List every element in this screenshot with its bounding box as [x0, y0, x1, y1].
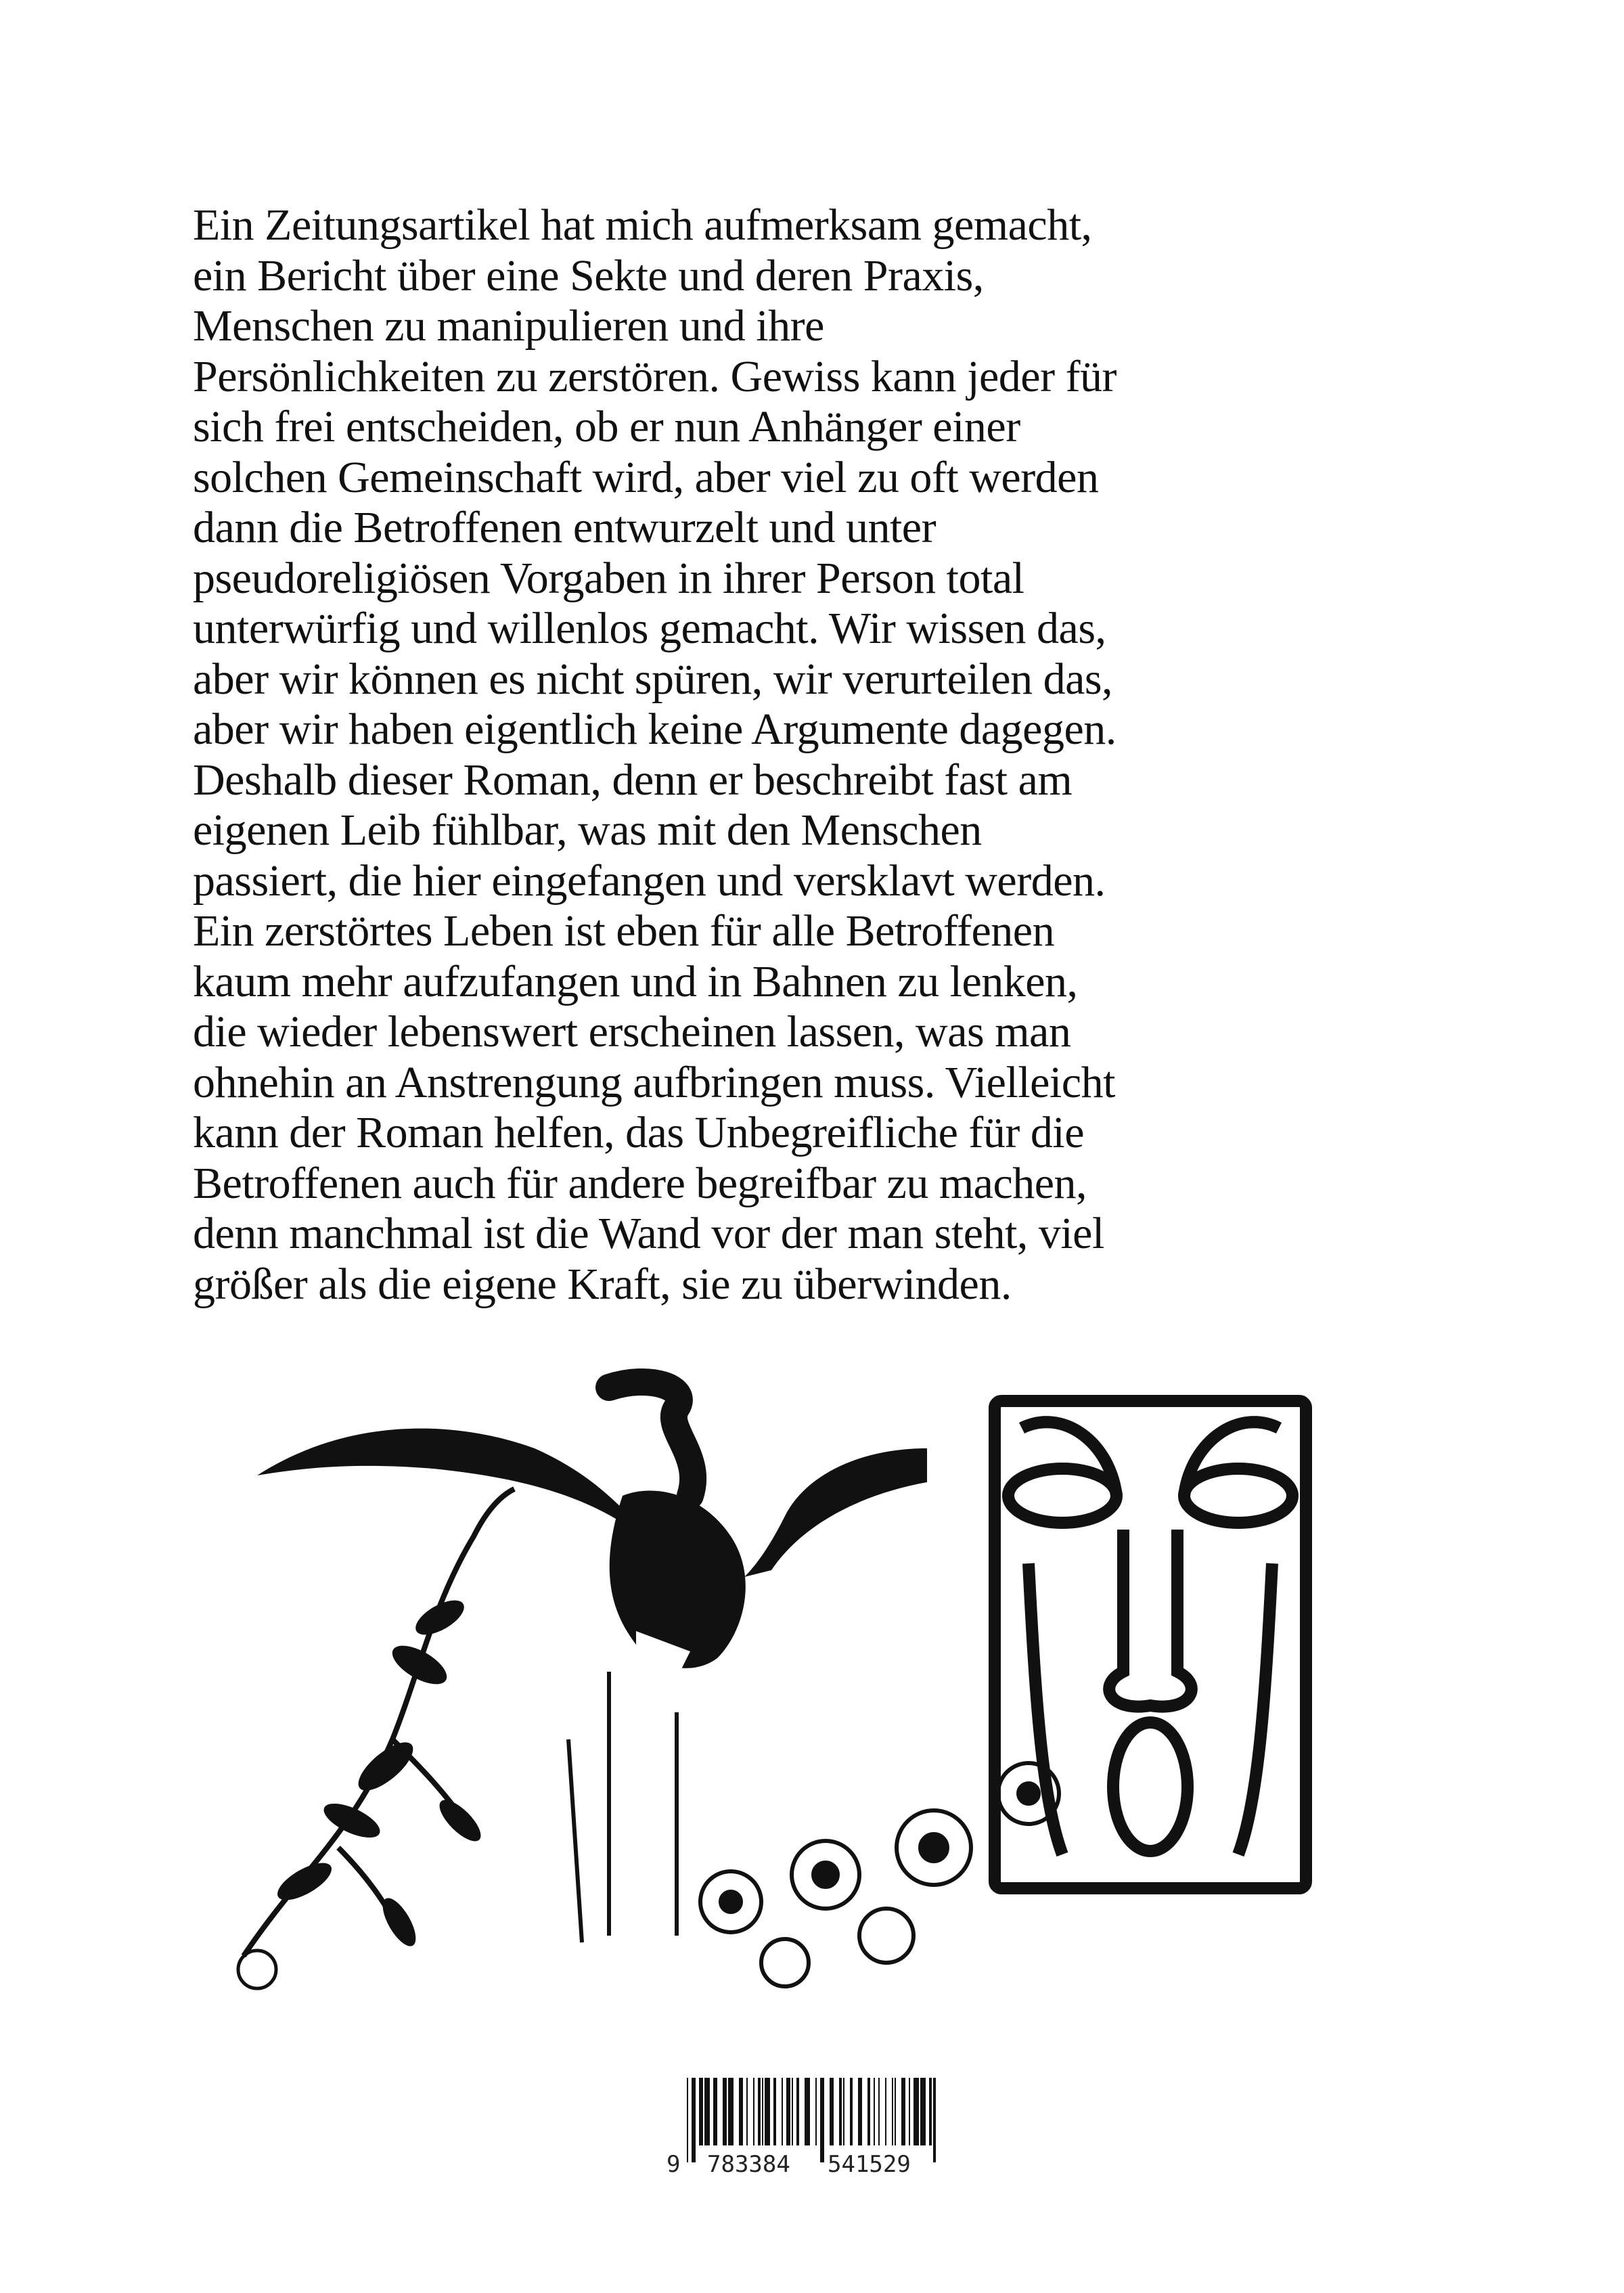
barcode-bar	[920, 2078, 926, 2145]
text-line: kann der Roman helfen, das Unbegreifliche für die	[193, 1108, 1084, 1157]
text-line: Ein zerstörtes Leben ist eben für alle Betroffenen	[193, 906, 1055, 956]
barcode-bar	[687, 2078, 688, 2162]
text-line: pseudoreligiösen Vorgaben in ihrer Person total	[193, 553, 1024, 603]
text-line: aber wir haben eigentlich keine Argumente dagegen.	[193, 705, 1116, 754]
text-line: ohnehin an Anstrengung aufbringen muss. Vielleicht	[193, 1057, 1115, 1107]
barcode-bar	[773, 2078, 776, 2145]
barcode-bar	[739, 2078, 743, 2145]
fern-illustration	[568, 1672, 677, 1942]
text-line: Betroffenen auch für andere begreifbar zu machen,	[193, 1158, 1087, 1208]
barcode-bar	[786, 2078, 790, 2145]
barcode-bar	[850, 2078, 853, 2145]
barcode-bar	[867, 2078, 870, 2145]
barcode-bar	[746, 2078, 748, 2145]
barcode-bar	[858, 2078, 862, 2145]
text-line: passiert, die hier eingefangen und versklavt werden.	[193, 855, 1106, 906]
barcode-bar	[796, 2078, 799, 2145]
text-line: denn manchmal ist die Wand vor der man steht, viel	[193, 1209, 1104, 1258]
barcode-bar	[692, 2078, 696, 2162]
text-line: eigenen Leib fühlbar, was mit den Menschen	[193, 805, 982, 855]
barcode-bar	[713, 2078, 717, 2145]
barcode-bar	[699, 2078, 703, 2145]
barcode-bar	[874, 2078, 875, 2145]
barcode-digit-first: 9	[667, 2151, 681, 2178]
barcode-bar	[830, 2078, 834, 2145]
barcode-bar	[901, 2078, 905, 2145]
barcode-bar	[878, 2078, 880, 2145]
barcode-bar	[805, 2078, 810, 2145]
barcode-bar	[723, 2078, 727, 2145]
barcode-bar	[914, 2078, 919, 2145]
barcode-bar	[909, 2078, 910, 2145]
text-line: Deshalb dieser Roman, denn er beschreibt fast am	[193, 755, 1073, 805]
barcode-bar	[762, 2078, 763, 2145]
barcode-bar	[704, 2078, 710, 2145]
text-line: Ein Zeitungsartikel hat mich aufmerksam gemacht,	[193, 200, 1092, 250]
ornamental-illustration	[217, 1360, 1326, 2017]
isbn-barcode	[667, 2078, 964, 2186]
barcode-bar	[820, 2078, 824, 2162]
text-line: größer als die eigene Kraft, sie zu überwinden.	[193, 1259, 1012, 1309]
blurb-text	[193, 200, 1614, 1310]
text-line: kaum mehr aufzufangen und in Bahnen zu lenken,	[193, 956, 1078, 1006]
barcode-bar	[839, 2078, 842, 2145]
barcode-bar	[892, 2078, 893, 2145]
barcode-bar	[753, 2078, 754, 2145]
barcode-bar	[728, 2078, 734, 2145]
barcode-bar	[843, 2078, 844, 2145]
barcode-digits-left: 783384	[707, 2151, 790, 2178]
barcode-bar	[792, 2078, 793, 2145]
barcode-bar	[758, 2078, 761, 2145]
barcode-bar	[929, 2078, 932, 2145]
flower-garland	[700, 1763, 1059, 1986]
barcode-bar	[765, 2078, 770, 2145]
barcode-digits-right: 541529	[828, 2151, 911, 2178]
barcode-bar	[885, 2078, 886, 2145]
dragon-illustration	[257, 1382, 927, 1678]
text-line: die wieder lebenswert erscheinen lassen, was man	[193, 1007, 1071, 1056]
text-line: sich frei entscheiden, ob er nun Anhänger einer	[193, 402, 1020, 451]
barcode-bar	[782, 2078, 783, 2145]
text-line: unterwürfig und willenlos gemacht. Wir wissen das,	[193, 604, 1106, 653]
mask-illustration	[995, 1401, 1306, 1888]
text-line: ein Bericht über eine Sekte und deren Praxis,	[193, 250, 984, 300]
barcode-bar	[895, 2078, 896, 2145]
text-line: Menschen zu manipulieren und ihre	[193, 301, 824, 351]
text-line: dann die Betroffenen entwurzelt und unter	[193, 503, 937, 552]
text-line: aber wir können es nicht spüren, wir verurteilen das,	[193, 654, 1113, 704]
text-line: solchen Gemeinschaft wird, aber viel zu oft werden	[193, 452, 1099, 502]
flower-icon	[238, 1951, 276, 1988]
barcode-bar	[815, 2078, 817, 2145]
barcode-bar	[933, 2078, 936, 2162]
text-line: Persönlichkeiten zu zerstören. Gewiss kann jeder für	[193, 351, 1117, 401]
